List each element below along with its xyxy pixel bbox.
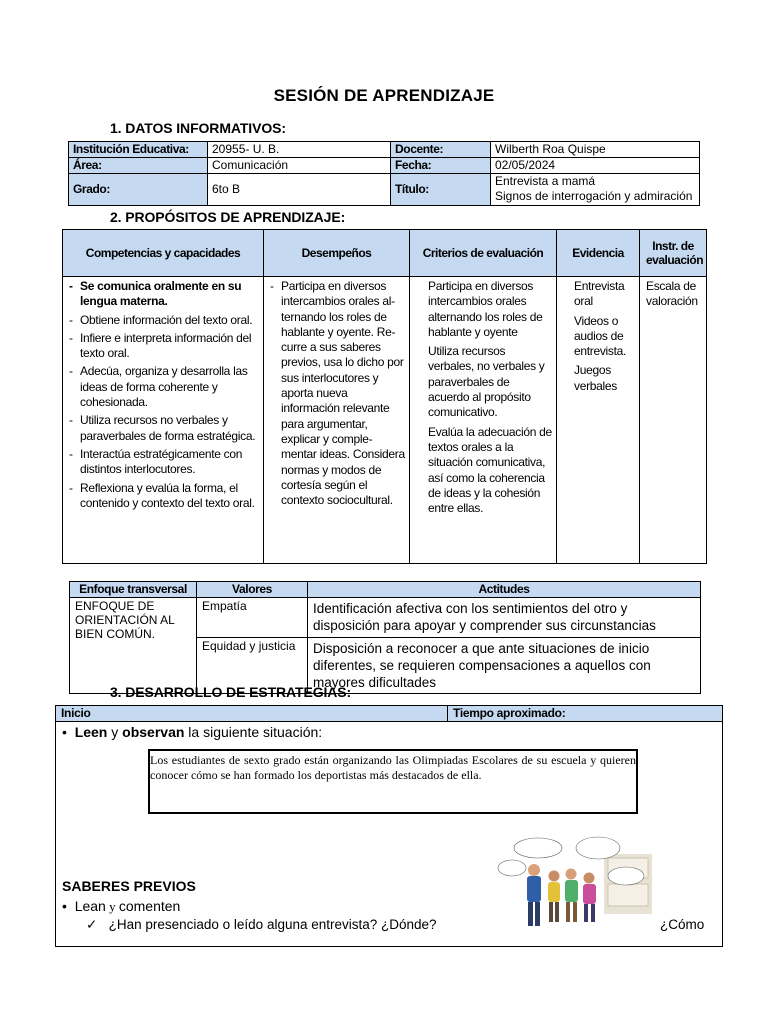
page-title: SESIÓN DE APRENDIZAJE	[273, 86, 495, 105]
capacidad-item: - Obtiene información del texto oral.	[69, 313, 259, 328]
datos-table	[68, 141, 700, 206]
criterio-item: Evalúa la adecuación de textos orales a la situación comunicativa, así como la coherencia de ideas y la cohesión entre ellas.	[428, 424, 552, 516]
section-datos-title: 1. DATOS INFORMATIVOS:	[110, 120, 286, 136]
section-propositos-title: 2. PROPÓSITOS DE APRENDIZAJE:	[110, 209, 346, 225]
grado-value: 6to B	[208, 174, 391, 206]
competencia-item: - Se comunica oralmente en su lengua materna.	[69, 279, 259, 310]
observan-word: observan	[122, 724, 185, 740]
criterio-item: Utiliza recursos verbales, no verbales y paraverbales de acuerdo al propósito comunicativo.	[428, 344, 545, 420]
students-illustration	[496, 836, 652, 936]
instrumento-cell: Escala de valoración	[640, 277, 707, 564]
bullet-icon: •	[62, 724, 71, 740]
header-inicio: Inicio	[56, 706, 448, 722]
pregunta-text: ¿Han presenciado o leído alguna entrevista? ¿Dónde?	[108, 917, 437, 932]
fecha-label: Fecha:	[391, 158, 491, 174]
header-tiempo: Tiempo aproximado:	[448, 706, 723, 722]
titulo-line-2: Signos de interrogación y admiración	[495, 189, 693, 203]
desempeno-item: - Participa en diversos intercambios orales al-ternando los roles de hablante y oyente. Re-curre a sus saberes previos, usa lo dicho por sus interlocutores y aporta nueva información relevante para argumentar, explicar y comple-mentar ideas. Considera normas y modos de cortesía según el contexto sociocultural.	[270, 279, 405, 508]
institucion-value: 20955- U. B.	[208, 142, 391, 158]
header-valores: Valores	[197, 582, 308, 598]
saberes-previos-title: SABERES PREVIOS	[62, 878, 196, 894]
evidencia-item: Entrevista oral	[574, 279, 625, 309]
criterio-item: Participa en diversos intercambios orales alternando los roles de hablante y oyente	[428, 279, 543, 339]
capacidad-item: - Utiliza recursos no verbales y paraverbales de forma estratégica.	[69, 413, 259, 444]
competencias-cell	[63, 277, 264, 564]
leen-line	[62, 724, 322, 740]
propositos-table	[62, 229, 707, 564]
header-actitudes: Actitudes	[308, 582, 701, 598]
lean-line	[62, 898, 180, 915]
header-competencias: Competencias y capacidades	[63, 230, 264, 277]
area-value: Comunicación	[208, 158, 391, 174]
situacion-box: Los estudiantes de sexto grado están organizando las Olimpiadas Escolares de su escuela y quieren conocer cómo se han formado los deportistas más destacados de ella.	[148, 749, 638, 814]
criterios-cell	[410, 277, 557, 564]
desarrollo-body	[56, 722, 723, 947]
section-desarrollo-title: 3. DESARROLLO DE ESTRATEGIAS:	[110, 684, 352, 700]
valor-equidad: Equidad y justicia	[197, 638, 308, 694]
y2-word: y	[105, 899, 119, 914]
capacidad-item: - Infiere e interpreta información del texto oral.	[69, 331, 259, 362]
area-label: Área:	[69, 158, 208, 174]
docente-label: Docente:	[391, 142, 491, 158]
y-word: y	[107, 724, 123, 740]
como-text: ¿Cómo	[660, 917, 705, 932]
enfoque-name: ENFOQUE DE ORIENTACIÓN AL BIEN COMÚN.	[70, 598, 197, 694]
docente-value: Wilberth Roa Quispe	[491, 142, 700, 158]
header-criterios: Criterios de evaluación	[410, 230, 557, 277]
titulo-label: Título:	[391, 174, 491, 206]
valor-empatia: Empatía	[197, 598, 308, 638]
header-evidencia: Evidencia	[557, 230, 640, 277]
desempenos-cell	[264, 277, 410, 564]
lean-word: Lean	[74, 898, 106, 914]
institucion-label: Institución Educativa:	[69, 142, 208, 158]
capacidad-item: - Interactúa estratégicamente con distintos interlocutores.	[69, 447, 259, 478]
capacidad-item: - Reflexiona y evalúa la forma, el contenido y contexto del texto oral.	[69, 481, 259, 512]
header-enfoque: Enfoque transversal	[70, 582, 197, 598]
evidencia-item: Videos o audios de entrevista.	[574, 313, 627, 359]
leen-word: Leen	[74, 724, 108, 740]
capacidad-item: - Adecúa, organiza y desarrolla las ideas de forma coherente y cohesionada.	[69, 364, 259, 410]
comenten-word: comenten	[118, 898, 181, 914]
evidencia-item: Juegos verbales	[574, 363, 617, 393]
check-icon: ✓	[86, 917, 105, 932]
fecha-value: 02/05/2024	[491, 158, 700, 174]
bullet-icon: •	[62, 898, 71, 914]
pregunta-line	[86, 917, 437, 933]
grado-label: Grado:	[69, 174, 208, 206]
titulo-line-1: Entrevista a mamá	[495, 174, 596, 188]
titulo-value	[491, 174, 700, 206]
header-desempenos: Desempeños	[264, 230, 410, 277]
actitud-empatia: Identificación afectiva con los sentimientos del otro y disposición para apoyar y comprender sus circunstancias	[308, 598, 701, 638]
evidencia-cell	[557, 277, 640, 564]
header-instrumento: Instr. de evaluación	[640, 230, 707, 277]
actitud-equidad: Disposición a reconocer a que ante situaciones de inicio diferentes, se requieren compensaciones a aquellos con mayores dificultades	[308, 638, 701, 694]
situacion-label: la siguiente situación:	[184, 724, 323, 740]
enfoque-table	[69, 581, 701, 694]
desarrollo-table	[55, 705, 723, 947]
